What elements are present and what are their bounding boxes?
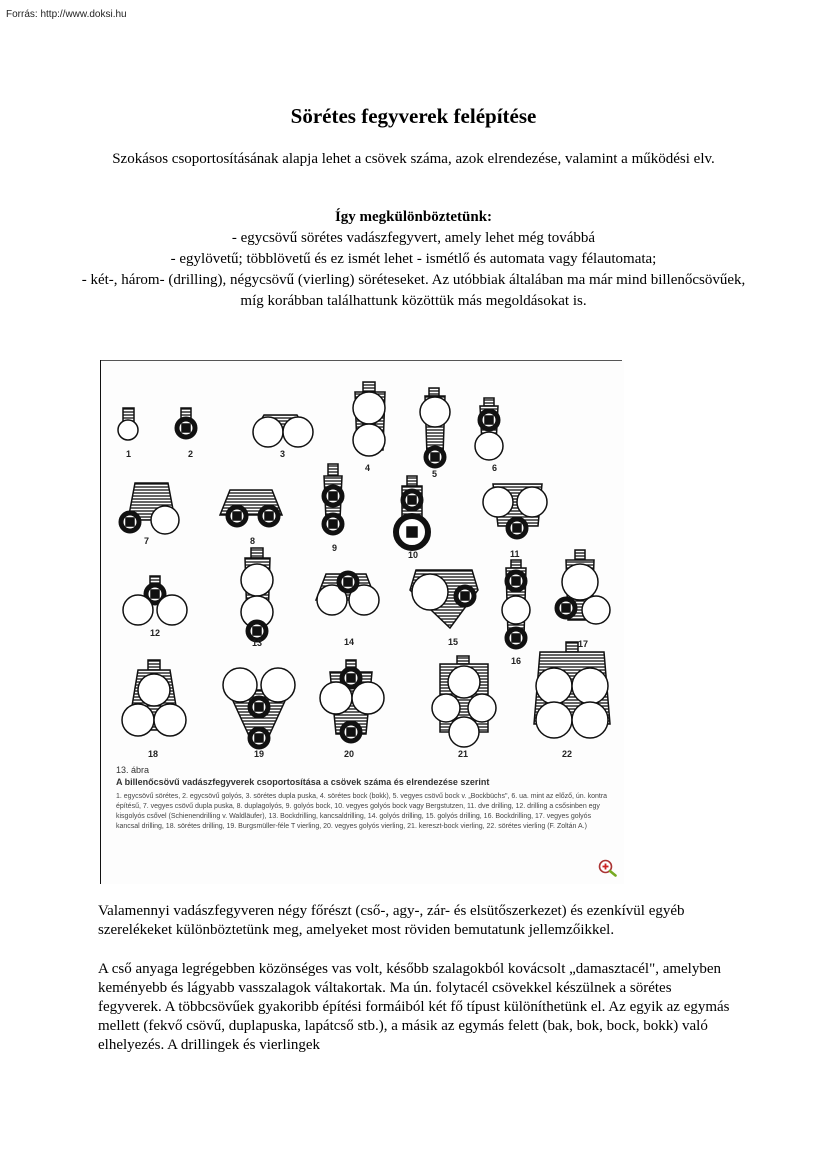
- list-item: - egycsövű sörétes vadászfegyvert, amely lehet még továbbá: [231, 230, 596, 246]
- paragraph-barrel-material: A cső anyaga legrégebben közönséges vas volt, később szalagokból kovácsolt „damasztacél", amelyben keményebb és lágyabb vasszalagok váltakortak. Ma ún. folytacél csövekkel készülnek a sörétes fegyverek. A többcsövűek gyakoribb építési formáiból két fő típust különíthetünk el. Az egyik az egymás mellett (fekvő csövű, duplapuska, lapátcső stb.), a másik az egymás felett (bak, bok, bock, bokk) való elhelyezés. A drillingek és vierlingek: [98, 961, 730, 1053]
- diagram-label: 20: [344, 749, 355, 759]
- diagram-22: [534, 642, 610, 738]
- intro-paragraph: Szokásos csoportosításának alapja lehet a csövek száma, azok elrendezése, valamint a működési elv.: [112, 151, 715, 167]
- list-item: - egylövetű; többlövetű és ez ismét lehet - ismétlő és automata vagy félautomata;: [170, 251, 657, 267]
- diagram-label: 8: [250, 536, 256, 546]
- diagram-label: 16: [511, 656, 522, 666]
- figure-caption: [116, 765, 616, 832]
- figure-description: 1. egycsövű sörétes, 2. egycsövű golyós, 3. sörétes dupla puska, 4. sörétes bock (bokk), 5. vegyes csövű bock v. „Bockbüchs", 6. ua. mint az előző, ún. kontra építésű, 7. vegyes csövű dupla puska, 8. duplagolyós, 9. golyós bock, 10. vegyes golyós bock vagy Bergstutzen, 11. dve drilling, 12. drilling a csősinben egy kisgolyós csővel (Schienendrilling v. Waldläufer), 13. Bockdrilling, kancsaldrilling, 14. golyós drilling, 15. golyós drilling, 16. Bockdrilling, 17. vegyes golyós kancsal drilling, 18. sörétes drilling, 19. Burgsmüller-féle T vierling, 20. vegyes golyós vierling, 21. kereszt-bock vierling, 22. sörétes vierling (F. Zoltán A.): [116, 793, 608, 830]
- diagram-label: 19: [254, 749, 265, 759]
- diagram-label: 12: [150, 628, 161, 638]
- zoom-in-icon[interactable]: [598, 859, 618, 877]
- page-title: Sörétes fegyverek felépítése: [290, 104, 537, 128]
- diagram-label: 2: [188, 449, 194, 459]
- source-url: Forrás: http://www.doksi.hu: [6, 9, 127, 20]
- diagram-18: [122, 660, 186, 736]
- diagram-21: [432, 656, 496, 747]
- diagram-2: [177, 408, 195, 437]
- diagram-14: [316, 573, 379, 615]
- diagram-label: 15: [448, 637, 459, 647]
- classification-list: [80, 207, 747, 312]
- diagram-label: 17: [578, 639, 589, 649]
- diagram-11: [483, 484, 547, 537]
- diagram-16: [502, 560, 530, 647]
- barrel-diagrams: [100, 360, 624, 760]
- diagram-9: [324, 464, 342, 533]
- diagram-label: 18: [148, 749, 159, 759]
- diagram-label: 3: [280, 449, 286, 459]
- diagram-label: 21: [458, 749, 469, 759]
- list-item: - két-, három- (drilling), négycsövű (vierling) söréteseket. Az utóbbiak általában ma már mind billenőcsövűek, míg korábban találhattunk közöttük más megoldásokat is.: [81, 272, 746, 309]
- diagram-label: 4: [365, 463, 371, 473]
- diagram-label: 6: [492, 463, 498, 473]
- diagram-label: 5: [432, 469, 438, 479]
- diagram-label: 9: [332, 543, 338, 553]
- diagram-19: [223, 668, 295, 747]
- diagram-4: [353, 382, 385, 456]
- diagram-17: [557, 550, 610, 624]
- diagram-5: [420, 388, 450, 466]
- diagram-10: [396, 476, 428, 548]
- diagram-1: [118, 408, 138, 440]
- diagram-20: [320, 660, 384, 741]
- diagram-15: [410, 570, 478, 628]
- figure-number: 13. ábra: [116, 765, 150, 775]
- diagram-6: [475, 398, 503, 460]
- diagram-7: [121, 483, 179, 534]
- diagram-label: 10: [408, 550, 419, 560]
- diagram-3: [253, 415, 313, 447]
- figure-title: A billenőcsövű vadászfegyverek csoportosítása a csövek száma és elrendezése szerint: [116, 777, 490, 787]
- list-heading: Így megkülönböztetünk:: [334, 209, 493, 225]
- paragraph-main-parts: Valamennyi vadászfegyveren négy főrészt (cső-, agy-, zár- és elsütőszerkezet) és ezenkívül egyéb szerelékeket különböztetünk meg, amelyeket most röviden bemutatunk jellemzőikkel.: [98, 903, 685, 938]
- diagram-label: 7: [144, 536, 150, 546]
- diagram-label: 1: [126, 449, 132, 459]
- diagram-label: 11: [510, 549, 520, 559]
- diagram-12: [123, 576, 187, 625]
- diagram-13: [241, 548, 273, 640]
- diagram-label: 13: [252, 638, 263, 648]
- figure-barrel-arrangements: [100, 360, 624, 884]
- diagram-label: 14: [344, 637, 355, 647]
- diagram-label: 22: [562, 749, 573, 759]
- diagram-8: [220, 490, 282, 525]
